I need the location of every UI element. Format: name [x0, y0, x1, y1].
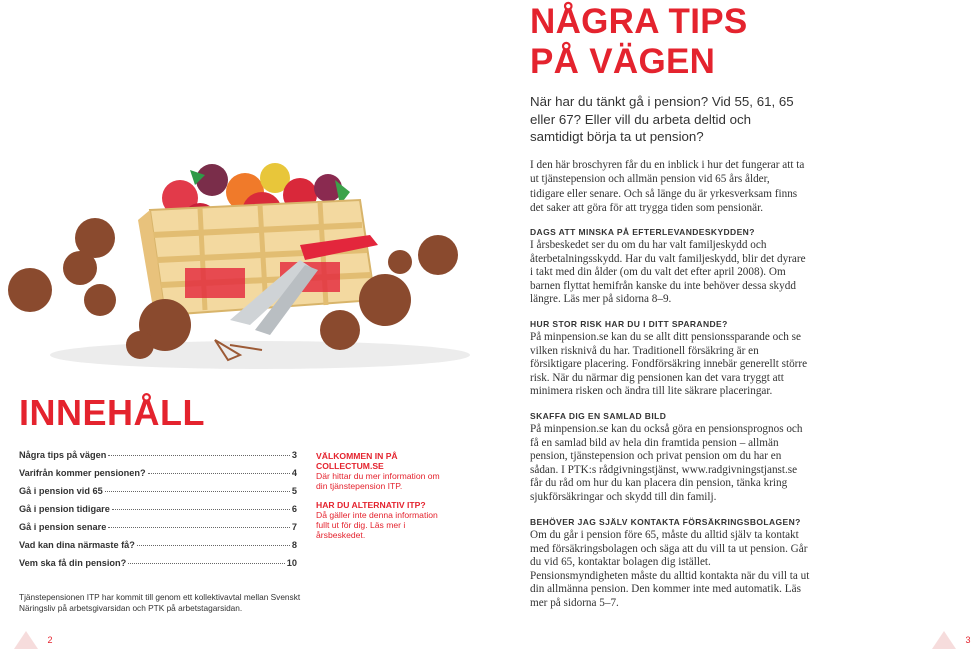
page-title — [530, 2, 748, 82]
callout-heading: VÄLKOMMEN IN PÅ COLLECTUM.SE — [316, 451, 398, 471]
callout-alternative-itp — [316, 500, 451, 540]
intro-paragraph: I den här broschyren får du en inblick i hur det fungerar att ta ut tjänstepension och allmän pension vid 65 års ålder, tidigare eller senare. Och så länge du är yrkesverksam finns det saker att göra för att trygga tiden som pensionär. — [530, 159, 805, 214]
callout-text: Då gäller inte denna information fullt ut för dig. Läs mer i årsbeskedet. — [316, 510, 438, 540]
section-text: På minpension.se kan du se allt ditt pensionssparande och se vilken risknivå du har. Traditionell försäkring är en försiktigare placering. Fondförsäkring innebär generellt större risk. När du närmar dig pensionen kan det vara tryggt att minimera risken och ändra till lite säkrare placeringar. — [530, 331, 808, 398]
page-number-right — [932, 631, 971, 649]
contents-title: INNEHÅLL — [19, 392, 205, 433]
toc-page-number: 3 — [291, 450, 297, 460]
section-text: Om du går i pension före 65, måste du alltid själv ta kontakt med försäkringsbolagen och säga att du vill ta ut pension. Går du vid 65, kontaktar bolagen dig istället. Pensionsmyndigheten måste du alltid kontakta när du vill ta ut din allmänna pension. Den kommer inte med automatik. Läs mer på sidorna 5–7. — [530, 529, 810, 609]
toc-label: Några tips på vägen — [19, 450, 107, 460]
callout-text: Där hittar du mer information om din tjänstepension ITP. — [316, 471, 440, 491]
fruit-crate-illustration — [0, 150, 500, 380]
toc-row[interactable] — [19, 504, 297, 522]
toc-page-number: 6 — [291, 504, 297, 514]
toc-leader-dots — [137, 545, 290, 546]
section-text: I årsbeskedet ser du om du har valt familjeskydd och återbetalningsskydd. Har du valt familjeskydd, blir det dyrare i takt med din ålder (om du valt det efter april 2008). Om barnen flyttat hemifrån kanske du inte behöver dessa skydd längre. Läs mer på sidorna 8–9. — [530, 239, 806, 306]
section-heading: HUR STOR RISK HAR DU I DITT SPARANDE? — [530, 319, 728, 329]
page-number-text: 3 — [965, 635, 971, 645]
toc-row[interactable] — [19, 540, 297, 558]
callout-collectum — [316, 451, 451, 491]
section-text: På minpension.se kan du också göra en pensionsprognos och få en samlad bild av hela din framtida pension – allmän pension, tjänstepension och privat pension om du har en sådan. I PTK:s rådgivningstjänst, www.radgivningstjanst.se får du råd om hur du kan placera din pension, tänka kring sjukförsäkringar och skydd till din familj. — [530, 423, 803, 503]
toc-row[interactable] — [19, 522, 297, 540]
toc-page-number: 4 — [291, 468, 297, 478]
page-number-triangle-icon — [14, 631, 38, 649]
toc-page-number: 8 — [291, 540, 297, 550]
section-heading: SKAFFA DIG EN SAMLAD BILD — [530, 411, 667, 421]
toc-leader-dots — [112, 509, 290, 510]
toc-page-number: 5 — [291, 486, 297, 496]
toc-label: Vad kan dina närmaste få? — [19, 540, 135, 550]
toc-leader-dots — [105, 491, 290, 492]
toc-label: Gå i pension vid 65 — [19, 486, 103, 496]
toc-page-number: 7 — [291, 522, 297, 532]
toc-label: Gå i pension senare — [19, 522, 107, 532]
toc-leader-dots — [148, 473, 290, 474]
toc-page-number: 10 — [286, 558, 297, 568]
section-heading: DAGS ATT MINSKA PÅ EFTERLEVANDESKYDDEN? — [530, 227, 755, 237]
section-survivor-protection — [530, 227, 810, 307]
lead-paragraph: När har du tänkt gå i pension? Vid 55, 61, 65 eller 67? Eller vill du arbeta deltid och samtidigt börja ta ut pension? — [530, 94, 794, 144]
table-of-contents — [19, 450, 297, 576]
section-contact-insurers — [530, 517, 810, 611]
callout-heading: HAR DU ALTERNATIV ITP? — [316, 500, 426, 510]
page-number-triangle-icon — [932, 631, 956, 649]
toc-row[interactable] — [19, 450, 297, 468]
toc-row[interactable] — [19, 558, 297, 576]
callouts — [316, 451, 451, 549]
title-line-2: PÅ VÄGEN — [530, 42, 716, 81]
section-heading: BEHÖVER JAG SJÄLV KONTAKTA FÖRSÄKRINGSBOLAGEN? — [530, 517, 801, 527]
toc-row[interactable] — [19, 486, 297, 504]
toc-label: Gå i pension tidigare — [19, 504, 110, 514]
footnote: Tjänstepensionen ITP har kommit till genom ett kollektivavtal mellan Svenskt Näringsliv på arbetsgivarsidan och PTK på arbetstagarsidan. — [19, 592, 301, 613]
toc-label: Varifrån kommer pensionen? — [19, 468, 146, 478]
toc-label: Vem ska få din pension? — [19, 558, 127, 568]
toc-row[interactable] — [19, 468, 297, 486]
title-line-1: NÅGRA TIPS — [530, 2, 748, 41]
page-number-left — [14, 631, 53, 649]
section-risk — [530, 319, 810, 399]
section-overview — [530, 411, 810, 505]
toc-leader-dots — [108, 527, 290, 528]
page-number-text: 2 — [47, 635, 53, 645]
toc-leader-dots — [108, 455, 290, 456]
toc-leader-dots — [128, 563, 285, 564]
